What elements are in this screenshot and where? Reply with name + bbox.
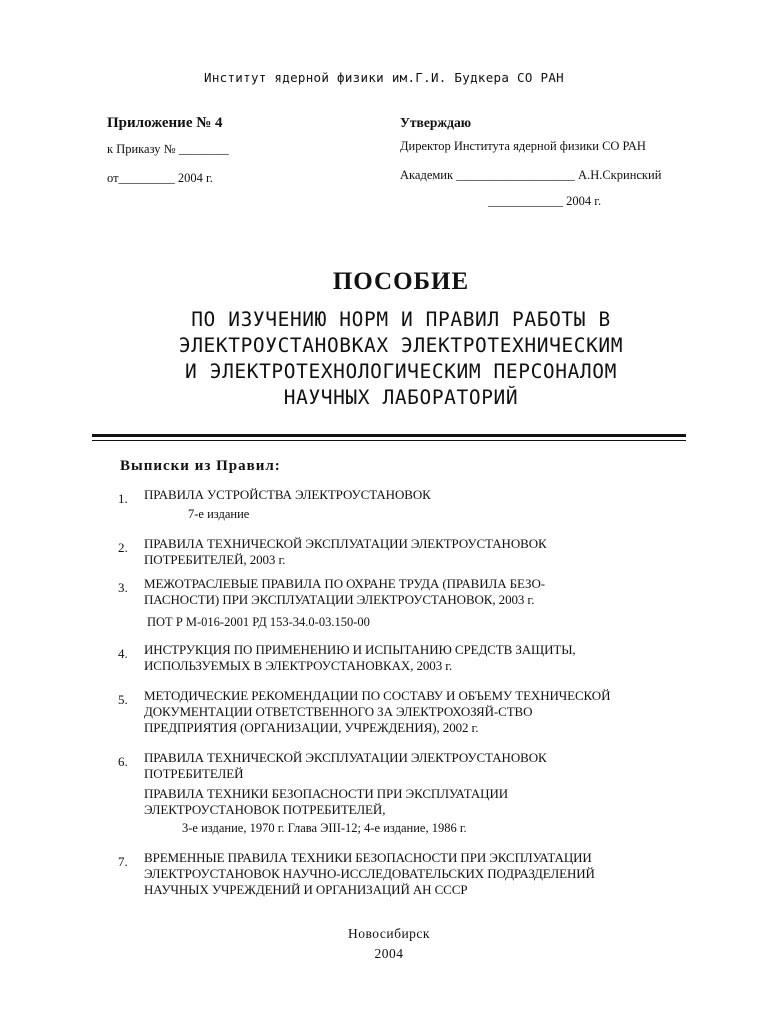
item-line: ЭЛЕКТРОУСТАНОВОК ПОТРЕБИТЕЛЕЙ, — [144, 802, 386, 817]
item-line: ВРЕМЕННЫЕ ПРАВИЛА ТЕХНИКИ БЕЗОПАСНОСТИ ПРИ ЭКСПЛУАТАЦИИ — [144, 850, 592, 865]
item-number: 3. — [118, 580, 128, 595]
item-line: ПРЕДПРИЯТИЯ (ОРГАНИЗАЦИИ, УЧРЕЖДЕНИЯ), 2002 г. — [144, 720, 479, 735]
institute-name: Институт ядерной физики им.Г.И. Будкера СО РАН — [204, 70, 564, 85]
item-line: ПРАВИЛА ТЕХНИЧЕСКОЙ ЭКСПЛУАТАЦИИ ЭЛЕКТРОУСТАНОВОК — [144, 536, 547, 551]
excerpts-heading: Выписки из Правил: — [120, 458, 281, 474]
item-line: ДОКУМЕНТАЦИИ ОТВЕТСТВЕННОГО ЗА ЭЛЕКТРОХОЗЯЙ-СТВО — [144, 704, 533, 719]
list-item — [118, 536, 718, 568]
footer-city: Новосибирск — [348, 926, 430, 941]
item-number: 6. — [118, 754, 128, 769]
item-line: ПОТРЕБИТЕЛЕЙ — [144, 766, 244, 781]
item-line: ИСПОЛЬЗУЕМЫХ В ЭЛЕКТРОУСТАНОВКАХ, 2003 г. — [144, 658, 453, 673]
list-item — [118, 642, 718, 674]
approval-date: ____________ 2004 г. — [488, 194, 602, 208]
rules-list — [118, 487, 718, 898]
item-line: ИНСТРУКЦИЯ ПО ПРИМЕНЕНИЮ И ИСПЫТАНИЮ СРЕДСТВ ЗАЩИТЫ, — [144, 642, 576, 657]
approval-director: Директор Института ядерной физики СО РАН — [400, 139, 646, 153]
appendix-block — [107, 115, 229, 200]
list-item — [118, 750, 718, 836]
order-date-line: от_________ 2004 г. — [107, 171, 213, 185]
item-note: 7-е издание — [188, 507, 250, 521]
divider-thick — [92, 434, 686, 437]
item-number: 2. — [118, 540, 128, 555]
item-line: ПОТРЕБИТЕЛЕЙ, 2003 г. — [144, 552, 286, 567]
item-line: ПАСНОСТИ) ПРИ ЭКСПЛУАТАЦИИ ЭЛЕКТРОУСТАНОВОК, 2003 г. — [144, 592, 535, 607]
item-number: 1. — [118, 491, 128, 506]
list-item — [118, 688, 718, 736]
item-number: 5. — [118, 692, 128, 707]
document-subtitle — [0, 307, 768, 411]
subtitle-line: НАУЧНЫХ ЛАБОРАТОРИЙ — [283, 386, 519, 409]
appendix-title: Приложение № 4 — [107, 115, 223, 131]
item-line: ЭЛЕКТРОУСТАНОВОК НАУЧНО-ИССЛЕДОВАТЕЛЬСКИХ ПОДРАЗДЕЛЕНИЙ — [144, 866, 595, 881]
list-item — [118, 576, 718, 630]
footer-year: 2004 — [374, 946, 404, 961]
approval-title: Утверждаю — [400, 115, 472, 130]
item-line: ПРАВИЛА УСТРОЙСТВА ЭЛЕКТРОУСТАНОВОК — [144, 487, 431, 502]
item-note: 3-е издание, 1970 г. Глава ЭIII-12; 4-е издание, 1986 г. — [182, 821, 467, 835]
item-line: ПРАВИЛА ТЕХНИКИ БЕЗОПАСНОСТИ ПРИ ЭКСПЛУАТАЦИИ — [144, 786, 509, 801]
subtitle-line: ЭЛЕКТРОУСТАНОВКАХ ЭЛЕКТРОТЕХНИЧЕСКИМ — [178, 334, 624, 357]
approval-academician: Академик ___________________ А.Н.Скринский — [400, 168, 662, 182]
approval-block — [400, 115, 661, 197]
item-line: МЕЖОТРАСЛЕВЫЕ ПРАВИЛА ПО ОХРАНЕ ТРУДА (ПРАВИЛА БЕЗО- — [144, 576, 545, 591]
item-number: 4. — [118, 646, 128, 661]
list-item — [118, 850, 718, 898]
subtitle-line: ПО ИЗУЧЕНИЮ НОРМ И ПРАВИЛ РАБОТЫ В — [191, 308, 611, 331]
order-number-line: к Приказу № ________ — [107, 142, 229, 156]
item-note: ПОТ Р М-016-2001 РД 153-34.0-03.150-00 — [147, 615, 370, 629]
list-item — [118, 487, 718, 522]
document-title: ПОСОБИЕ — [332, 268, 470, 295]
item-number: 7. — [118, 854, 128, 869]
item-line: МЕТОДИЧЕСКИЕ РЕКОМЕНДАЦИИ ПО СОСТАВУ И ОБЪЕМУ ТЕХНИЧЕСКОЙ — [144, 688, 611, 703]
item-line: ПРАВИЛА ТЕХНИЧЕСКОЙ ЭКСПЛУАТАЦИИ ЭЛЕКТРОУСТАНОВОК — [144, 750, 547, 765]
divider-thin — [92, 440, 686, 441]
subtitle-line: И ЭЛЕКТРОТЕХНОЛОГИЧЕСКИМ ПЕРСОНАЛОМ — [185, 360, 617, 383]
item-line: НАУЧНЫХ УЧРЕЖДЕНИЙ И ОРГАНИЗАЦИЙ АН СССР — [144, 882, 468, 897]
